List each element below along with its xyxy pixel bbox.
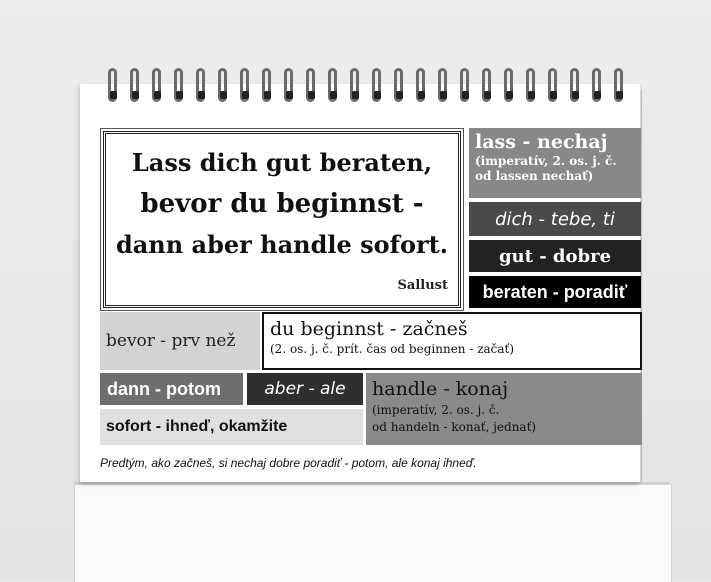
calendar-back-page bbox=[74, 484, 672, 582]
binding-hole bbox=[154, 91, 161, 99]
binding-ring bbox=[504, 68, 513, 102]
page-edge bbox=[74, 482, 670, 484]
gloss-handle-title: handle - konaj bbox=[372, 378, 509, 400]
gloss-dich: dich - tebe, ti bbox=[469, 202, 641, 236]
gloss-handle-note-2: od handeln - konať, jednať) bbox=[372, 420, 537, 434]
quote-line-2: bevor du beginnst - bbox=[140, 189, 424, 219]
binding-ring bbox=[438, 68, 447, 102]
binding-ring bbox=[460, 68, 469, 102]
binding-hole bbox=[308, 91, 315, 99]
binding-hole bbox=[330, 91, 337, 99]
quote-author: Sallust bbox=[397, 278, 448, 293]
gloss-dann: dann - potom bbox=[100, 373, 243, 405]
binding-hole bbox=[110, 91, 117, 99]
binding-ring bbox=[526, 68, 535, 102]
binding-ring bbox=[614, 68, 623, 102]
binding-hole bbox=[462, 91, 469, 99]
gloss-lass-title: lass - nechaj bbox=[475, 131, 608, 153]
binding-ring bbox=[218, 68, 227, 102]
translation-text: Predtým, ako začneš, si nechaj dobre poradiť - potom, ale konaj ihneď. bbox=[100, 456, 477, 470]
binding-ring bbox=[570, 68, 579, 102]
spiral-binding bbox=[108, 68, 638, 108]
binding-hole bbox=[132, 91, 139, 99]
binding-ring bbox=[240, 68, 249, 102]
gloss-gut: gut - dobre bbox=[469, 240, 641, 272]
binding-hole bbox=[616, 91, 623, 99]
binding-hole bbox=[506, 91, 513, 99]
binding-hole bbox=[440, 91, 447, 99]
binding-hole bbox=[528, 91, 535, 99]
quote-line-3: dann aber handle sofort. bbox=[115, 230, 449, 259]
gloss-aber: aber - ale bbox=[247, 373, 363, 405]
binding-hole bbox=[220, 91, 227, 99]
gloss-beginnst-title: du beginnst - začneš bbox=[270, 318, 468, 340]
gloss-lass-note: (imperatív, 2. os. j. č. od lassen nechať) bbox=[475, 154, 617, 183]
binding-hole bbox=[352, 91, 359, 99]
binding-hole bbox=[264, 91, 271, 99]
binding-ring bbox=[482, 68, 491, 102]
binding-hole bbox=[550, 91, 557, 99]
binding-ring bbox=[372, 68, 381, 102]
gloss-beginnst bbox=[262, 312, 642, 370]
binding-ring bbox=[108, 68, 117, 102]
gloss-handle-note-1: (imperatív, 2. os. j. č. bbox=[372, 403, 500, 417]
binding-hole bbox=[572, 91, 579, 99]
binding-hole bbox=[176, 91, 183, 99]
binding-ring bbox=[394, 68, 403, 102]
binding-ring bbox=[350, 68, 359, 102]
quote-line-1: Lass dich gut beraten, bbox=[131, 148, 433, 177]
binding-hole bbox=[198, 91, 205, 99]
binding-hole bbox=[242, 91, 249, 99]
gloss-handle bbox=[366, 373, 642, 445]
binding-ring bbox=[196, 68, 205, 102]
binding-ring bbox=[130, 68, 139, 102]
gloss-beraten: beraten - poradiť bbox=[469, 276, 641, 308]
binding-ring bbox=[262, 68, 271, 102]
quote-box bbox=[103, 131, 461, 308]
binding-hole bbox=[594, 91, 601, 99]
binding-ring bbox=[284, 68, 293, 102]
binding-hole bbox=[286, 91, 293, 99]
binding-hole bbox=[418, 91, 425, 99]
binding-ring bbox=[416, 68, 425, 102]
binding-hole bbox=[396, 91, 403, 99]
binding-ring bbox=[548, 68, 557, 102]
binding-ring bbox=[328, 68, 337, 102]
binding-hole bbox=[374, 91, 381, 99]
binding-hole bbox=[484, 91, 491, 99]
gloss-beginnst-note: (2. os. j. č. prít. čas od beginnen - začať) bbox=[270, 342, 515, 356]
binding-ring bbox=[592, 68, 601, 102]
binding-ring bbox=[306, 68, 315, 102]
gloss-sofort: sofort - ihneď, okamžite bbox=[100, 409, 363, 445]
binding-ring bbox=[152, 68, 161, 102]
binding-ring bbox=[174, 68, 183, 102]
gloss-bevor: bevor - prv než bbox=[100, 312, 260, 370]
gloss-lass bbox=[469, 128, 641, 198]
